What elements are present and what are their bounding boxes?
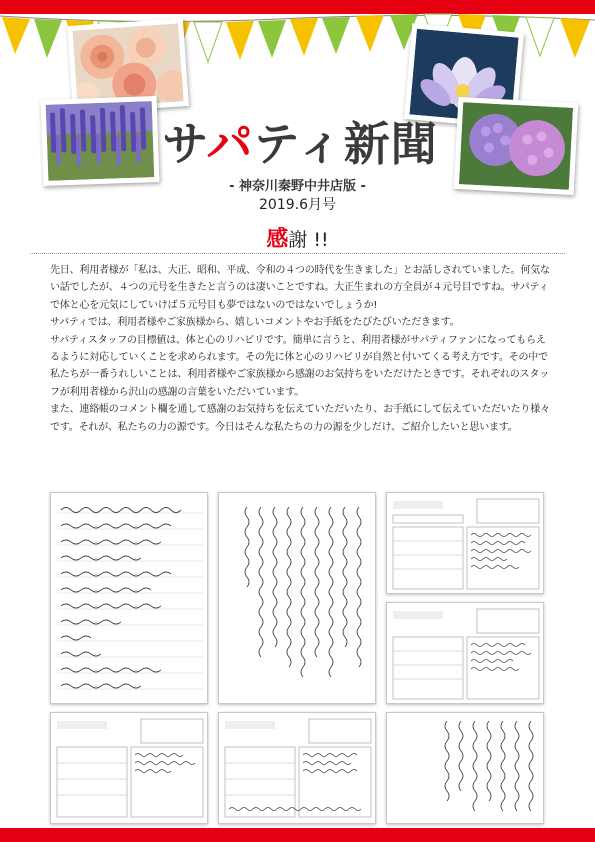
- title-first: サ: [162, 117, 207, 171]
- headline-first-char: 感: [266, 227, 289, 252]
- body-paragraph: サパティでは、利用者様やご家族様から、嬉しいコメントやお手紙をたびたびいただきます。: [50, 317, 460, 329]
- body-paragraph: サパティスタッフの目標値は、体と心のリハビリです。簡単に言うと、利用者様がサパティファンになってもらえるように対応していくことを求められます。その先に体と心のリハビリが自然と付いてくる考え方です。その中で私たちが一番うれしいことは、利用者様やご家族様から感謝のお気持ちをいただけたときです。それぞれのスタッフが利用者様から沢山の感謝の言葉をいただいています。: [50, 334, 549, 398]
- handwritten-letter-vertical: [218, 492, 376, 704]
- contact-note: [386, 492, 544, 594]
- newspaper-title: [160, 108, 440, 174]
- dotted-divider: [30, 253, 565, 254]
- bottom-red-bar: [0, 828, 595, 842]
- contact-note: [50, 712, 208, 824]
- lavender-photo: [41, 96, 160, 186]
- contact-note: [218, 712, 376, 824]
- title-rest: ティ新聞: [253, 117, 438, 171]
- title-accent: パ: [206, 117, 254, 171]
- article-headline: [0, 222, 595, 253]
- handwritten-letter-horizontal: [50, 492, 208, 704]
- branch-name: - 神奈川秦野中井店版 -: [229, 179, 366, 194]
- masthead: [160, 108, 440, 178]
- body-paragraph: 先日、利用者様が「私は、大正、昭和、平成、令和の４つの時代を生きました」とお話しされていました。何気ない話でしたが、４つの元号を生きたと言うのは凄いことですね。大正生まれの方全員が４元号目ですね。サパティで体と心を元気にしていけば５元号目も夢ではないのではないでしょうか!: [50, 265, 550, 311]
- handwritten-letter-vertical-2: [386, 712, 544, 824]
- body-paragraph: また、連絡帳のコメント欄を通して感謝のお気持ちを伝えていただいたり、お手紙にして伝えていただいたり様々です。それが、私たちの力の源です。今日はそんな私たちの力の源を少しだけ、ご紹介したいと思います。: [50, 404, 550, 433]
- headline-rest: 謝 !!: [288, 229, 329, 251]
- contact-note: [386, 602, 544, 704]
- issue-date: 2019.6月号: [259, 197, 336, 213]
- article-body: [50, 262, 550, 436]
